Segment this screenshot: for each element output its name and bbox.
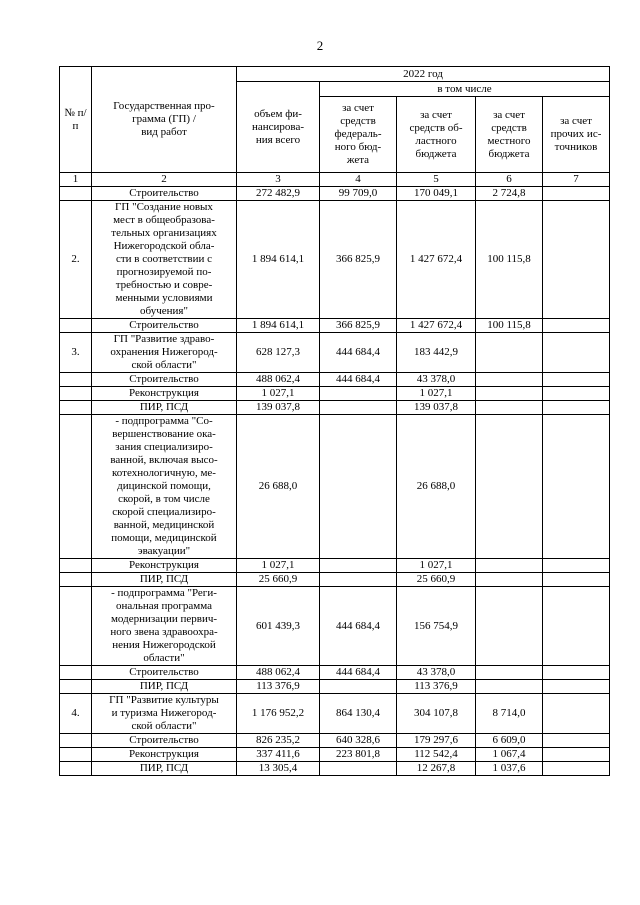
cell-total: 272 482,9 — [237, 187, 320, 201]
table-row — [60, 680, 610, 694]
cell-other — [543, 573, 610, 587]
cell-total: 13 305,4 — [237, 762, 320, 776]
cell-no — [60, 666, 92, 680]
cell-other — [543, 401, 610, 415]
cell-name: ГП "Создание новых мест в общеобразова- тельных организациях Нижегородской обла- сти в соответствии с прогнозируемой по- требностью и совре- менными условиями обучения" — [92, 201, 237, 319]
table-row — [60, 415, 610, 559]
cell-name: Строительство — [92, 319, 237, 333]
cell-federal — [320, 559, 397, 573]
cell-other — [543, 559, 610, 573]
cell-local: 2 724,8 — [476, 187, 543, 201]
cell-name: ПИР, ПСД — [92, 401, 237, 415]
table-row — [60, 201, 610, 319]
cell-no — [60, 319, 92, 333]
cell-other — [543, 201, 610, 319]
header-year: 2022 год — [237, 67, 610, 82]
cell-name: Реконструкция — [92, 559, 237, 573]
cell-local — [476, 401, 543, 415]
cell-other — [543, 415, 610, 559]
cell-other — [543, 694, 610, 734]
table-row — [60, 401, 610, 415]
cell-regional: 139 037,8 — [397, 401, 476, 415]
column-number: 4 — [320, 173, 397, 187]
table-row — [60, 694, 610, 734]
cell-local: 8 714,0 — [476, 694, 543, 734]
column-number: 2 — [92, 173, 237, 187]
cell-other — [543, 319, 610, 333]
header-col-regional: за счет средств об- ластного бюджета — [397, 97, 476, 173]
cell-regional: 170 049,1 — [397, 187, 476, 201]
cell-other — [543, 373, 610, 387]
financing-table — [59, 66, 610, 776]
table-row — [60, 333, 610, 373]
cell-no — [60, 734, 92, 748]
header-col-federal: за счет средств федераль- ного бюд- жета — [320, 97, 397, 173]
cell-no — [60, 680, 92, 694]
cell-local: 1 037,6 — [476, 762, 543, 776]
cell-total: 139 037,8 — [237, 401, 320, 415]
cell-federal: 864 130,4 — [320, 694, 397, 734]
cell-local — [476, 587, 543, 666]
cell-regional: 304 107,8 — [397, 694, 476, 734]
cell-federal: 444 684,4 — [320, 333, 397, 373]
cell-no — [60, 559, 92, 573]
cell-regional: 26 688,0 — [397, 415, 476, 559]
header-including: в том числе — [320, 82, 610, 97]
cell-regional: 113 376,9 — [397, 680, 476, 694]
column-number: 6 — [476, 173, 543, 187]
cell-federal: 640 328,6 — [320, 734, 397, 748]
cell-local: 1 067,4 — [476, 748, 543, 762]
cell-regional: 43 378,0 — [397, 373, 476, 387]
cell-name: - подпрограмма "Реги- ональная программа модернизации первич- ного звена здравоохра- нения Нижегородской области" — [92, 587, 237, 666]
table-row — [60, 734, 610, 748]
cell-no: 4. — [60, 694, 92, 734]
cell-total: 25 660,9 — [237, 573, 320, 587]
cell-total: 1 176 952,2 — [237, 694, 320, 734]
cell-name: Строительство — [92, 666, 237, 680]
cell-regional: 1 027,1 — [397, 387, 476, 401]
cell-other — [543, 748, 610, 762]
cell-federal — [320, 680, 397, 694]
cell-total: 113 376,9 — [237, 680, 320, 694]
cell-federal — [320, 762, 397, 776]
cell-federal — [320, 573, 397, 587]
cell-name: ГП "Развитие культуры и туризма Нижегород- ской области" — [92, 694, 237, 734]
cell-total: 26 688,0 — [237, 415, 320, 559]
cell-other — [543, 333, 610, 373]
cell-regional: 183 442,9 — [397, 333, 476, 373]
cell-no — [60, 762, 92, 776]
header-col-program: Государственная про- грамма (ГП) / вид работ — [92, 67, 237, 173]
cell-local — [476, 333, 543, 373]
cell-total: 337 411,6 — [237, 748, 320, 762]
cell-regional: 1 427 672,4 — [397, 319, 476, 333]
table-row — [60, 559, 610, 573]
table-row — [60, 187, 610, 201]
cell-local — [476, 387, 543, 401]
cell-no: 2. — [60, 201, 92, 319]
cell-federal: 366 825,9 — [320, 319, 397, 333]
column-number: 1 — [60, 173, 92, 187]
cell-name: Реконструкция — [92, 748, 237, 762]
cell-no — [60, 587, 92, 666]
cell-name: Строительство — [92, 734, 237, 748]
cell-no — [60, 415, 92, 559]
cell-federal — [320, 415, 397, 559]
cell-local — [476, 559, 543, 573]
header-col-local: за счет средств местного бюджета — [476, 97, 543, 173]
cell-total: 1 027,1 — [237, 387, 320, 401]
cell-federal: 444 684,4 — [320, 587, 397, 666]
table-row — [60, 748, 610, 762]
cell-total: 628 127,3 — [237, 333, 320, 373]
cell-name: Строительство — [92, 187, 237, 201]
cell-no — [60, 387, 92, 401]
cell-regional: 12 267,8 — [397, 762, 476, 776]
cell-total: 826 235,2 — [237, 734, 320, 748]
header-col-other: за счет прочих ис- точников — [543, 97, 610, 173]
cell-other — [543, 387, 610, 401]
cell-local — [476, 415, 543, 559]
table-row — [60, 387, 610, 401]
cell-local — [476, 680, 543, 694]
table-body — [60, 187, 610, 776]
cell-no — [60, 573, 92, 587]
cell-local — [476, 373, 543, 387]
cell-total: 601 439,3 — [237, 587, 320, 666]
cell-total: 488 062,4 — [237, 373, 320, 387]
cell-regional: 1 427 672,4 — [397, 201, 476, 319]
cell-no — [60, 401, 92, 415]
cell-regional: 1 027,1 — [397, 559, 476, 573]
cell-other — [543, 587, 610, 666]
cell-no — [60, 373, 92, 387]
cell-regional: 179 297,6 — [397, 734, 476, 748]
cell-regional: 112 542,4 — [397, 748, 476, 762]
table-row — [60, 587, 610, 666]
cell-regional: 156 754,9 — [397, 587, 476, 666]
cell-local: 100 115,8 — [476, 201, 543, 319]
table-row — [60, 319, 610, 333]
cell-other — [543, 187, 610, 201]
header-col-total: объем фи- нансирова- ния всего — [237, 82, 320, 173]
column-number: 3 — [237, 173, 320, 187]
cell-other — [543, 734, 610, 748]
cell-total: 1 027,1 — [237, 559, 320, 573]
cell-local — [476, 573, 543, 587]
table-row — [60, 762, 610, 776]
header-col-no: № п/п — [60, 67, 92, 173]
cell-total: 1 894 614,1 — [237, 319, 320, 333]
cell-federal — [320, 401, 397, 415]
cell-name: ПИР, ПСД — [92, 680, 237, 694]
cell-name: ПИР, ПСД — [92, 762, 237, 776]
column-number: 7 — [543, 173, 610, 187]
cell-other — [543, 762, 610, 776]
table-row — [60, 666, 610, 680]
cell-federal — [320, 387, 397, 401]
table-row — [60, 373, 610, 387]
cell-name: ПИР, ПСД — [92, 573, 237, 587]
cell-federal: 366 825,9 — [320, 201, 397, 319]
cell-regional: 43 378,0 — [397, 666, 476, 680]
page-number: 2 — [316, 38, 324, 53]
cell-regional: 25 660,9 — [397, 573, 476, 587]
column-number: 5 — [397, 173, 476, 187]
cell-name: Реконструкция — [92, 387, 237, 401]
cell-federal: 99 709,0 — [320, 187, 397, 201]
cell-no — [60, 748, 92, 762]
cell-other — [543, 680, 610, 694]
cell-name: ГП "Развитие здраво- охранения Нижегород- ской области" — [92, 333, 237, 373]
cell-total: 1 894 614,1 — [237, 201, 320, 319]
cell-local: 6 609,0 — [476, 734, 543, 748]
cell-other — [543, 666, 610, 680]
cell-name: - подпрограмма "Со- вершенствование ока- зания специализиро- ванной, включая высо- котехнологичную, ме- дицинской помощи, скорой, в том числе скорой специализиро- ванной, медицинской помощи, медицинской эвакуации" — [92, 415, 237, 559]
table-row — [60, 573, 610, 587]
cell-local — [476, 666, 543, 680]
cell-federal: 223 801,8 — [320, 748, 397, 762]
cell-total: 488 062,4 — [237, 666, 320, 680]
cell-no: 3. — [60, 333, 92, 373]
cell-federal: 444 684,4 — [320, 373, 397, 387]
cell-name: Строительство — [92, 373, 237, 387]
cell-local: 100 115,8 — [476, 319, 543, 333]
cell-no — [60, 187, 92, 201]
column-numbers-row — [60, 173, 610, 187]
cell-federal: 444 684,4 — [320, 666, 397, 680]
